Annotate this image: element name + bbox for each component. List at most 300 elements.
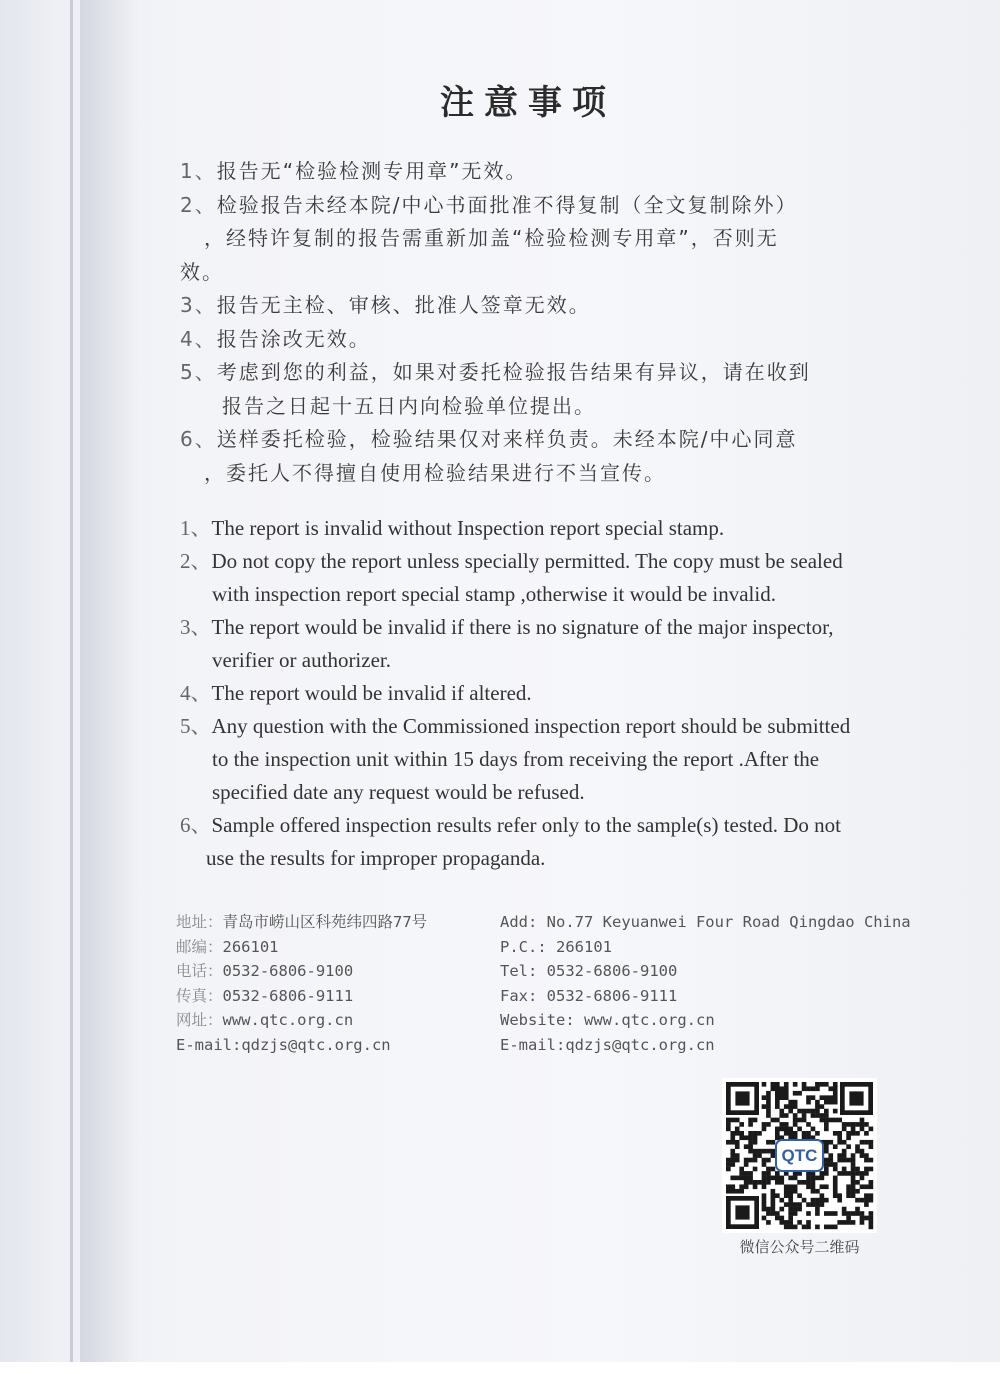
qr-module — [766, 1100, 771, 1105]
qr-module — [762, 1193, 767, 1198]
qr-module — [824, 1118, 829, 1123]
qr-module — [802, 1082, 807, 1087]
qr-module — [802, 1180, 807, 1185]
qr-module — [869, 1198, 874, 1203]
item-number: 6、 — [180, 427, 217, 451]
qr-module — [748, 1180, 753, 1185]
qr-module — [828, 1140, 833, 1145]
qr-module — [788, 1131, 793, 1136]
contact-label: E-mail: — [500, 1035, 566, 1054]
qr-module — [797, 1091, 802, 1096]
qr-module — [837, 1171, 842, 1176]
qr-module — [793, 1118, 798, 1123]
qr-module — [802, 1086, 807, 1091]
page-fold-shadow — [80, 0, 140, 1373]
qr-module — [837, 1135, 842, 1140]
qr-module — [784, 1131, 789, 1136]
qr-module — [833, 1144, 838, 1149]
qr-module — [846, 1220, 851, 1225]
qr-module — [784, 1086, 789, 1091]
qr-module — [833, 1131, 838, 1136]
qr-module — [864, 1193, 869, 1198]
item-text: verifier or authorizer. — [212, 648, 391, 672]
qr-module — [744, 1176, 749, 1181]
qr-module — [793, 1176, 798, 1181]
item-number: 3、 — [180, 615, 212, 639]
contact-row-email — [500, 1033, 940, 1058]
qr-module — [726, 1184, 731, 1189]
qr-module — [748, 1118, 753, 1123]
contact-row-address — [176, 910, 506, 935]
qr-module — [846, 1193, 851, 1198]
notice-item-en-2 — [180, 545, 920, 611]
qr-module — [779, 1091, 784, 1096]
item-number: 1、 — [180, 159, 217, 183]
item-text: 送样委托检验，检验结果仅对来样负责。未经本院/中心同意 — [216, 427, 798, 451]
qr-logo-text: QTC — [781, 1146, 818, 1165]
qr-module — [762, 1202, 767, 1207]
item-text: 报告无“检验检测专用章”无效。 — [216, 159, 528, 183]
notice-item-cn-4 — [180, 323, 920, 357]
page-title: 注意事项 — [440, 83, 616, 123]
qr-module — [788, 1225, 793, 1230]
qr-module — [779, 1095, 784, 1100]
qr-module — [779, 1086, 784, 1091]
qr-module — [855, 1144, 860, 1149]
contact-value: 266101 — [556, 937, 612, 956]
qr-module — [793, 1207, 798, 1212]
qr-module — [824, 1162, 829, 1167]
qr-module — [748, 1171, 753, 1176]
qr-module — [842, 1158, 847, 1163]
qr-module — [855, 1207, 860, 1212]
qr-module — [784, 1189, 789, 1194]
contact-value: qdzjs@qtc.org.cn — [565, 1035, 715, 1054]
item-number: 5、 — [180, 714, 212, 738]
qr-module — [802, 1118, 807, 1123]
item-text: 效。 — [180, 259, 224, 284]
qr-module — [788, 1216, 793, 1221]
qr-module — [748, 1135, 753, 1140]
qr-module — [762, 1104, 767, 1109]
qr-module — [851, 1122, 856, 1127]
qr-module — [806, 1095, 811, 1100]
qr-module — [726, 1127, 731, 1132]
qr-module — [771, 1193, 776, 1198]
qr-module — [864, 1153, 869, 1158]
qr-module — [851, 1153, 856, 1158]
qr-module — [744, 1135, 749, 1140]
qr-module — [837, 1118, 842, 1123]
qr-module — [811, 1086, 816, 1091]
item-number: 1、 — [180, 516, 212, 540]
contact-label: 传真： — [176, 986, 223, 1005]
qr-module — [869, 1220, 874, 1225]
qr-module — [864, 1131, 869, 1136]
qr-module — [824, 1225, 829, 1230]
qr-module — [833, 1082, 838, 1087]
qr-module — [753, 1140, 758, 1145]
qr-module — [771, 1082, 776, 1087]
qr-module — [788, 1202, 793, 1207]
qr-module — [815, 1113, 820, 1118]
qr-module — [828, 1162, 833, 1167]
qr-module — [766, 1113, 771, 1118]
qr-module — [860, 1118, 865, 1123]
qr-module — [726, 1158, 731, 1163]
qr-module — [851, 1180, 856, 1185]
qr-module — [842, 1171, 847, 1176]
qr-module — [820, 1198, 825, 1203]
qr-module — [788, 1127, 793, 1132]
qr-module — [815, 1104, 820, 1109]
qr-module — [806, 1109, 811, 1114]
qr-module — [806, 1100, 811, 1105]
qr-module — [864, 1171, 869, 1176]
qr-module — [820, 1202, 825, 1207]
qr-module — [842, 1153, 847, 1158]
qr-module — [793, 1082, 798, 1087]
item-number: 2、 — [180, 549, 212, 573]
qr-module — [762, 1176, 767, 1181]
qr-module — [739, 1135, 744, 1140]
qr-module — [851, 1127, 856, 1132]
qr-module — [828, 1100, 833, 1105]
qr-module — [869, 1211, 874, 1216]
qr-module — [806, 1184, 811, 1189]
qr-module — [748, 1158, 753, 1163]
item-text: use the results for improper propaganda. — [206, 846, 546, 870]
qr-module — [753, 1135, 758, 1140]
qr-module — [779, 1198, 784, 1203]
qr-module — [860, 1216, 865, 1221]
qr-module — [824, 1167, 829, 1172]
qr-module — [824, 1171, 829, 1176]
qr-module — [815, 1131, 820, 1136]
contact-info-chinese — [176, 910, 506, 1057]
qr-module — [869, 1127, 874, 1132]
qr-module — [860, 1153, 865, 1158]
qr-module — [771, 1189, 776, 1194]
qr-module — [762, 1082, 767, 1087]
qr-module — [735, 1153, 740, 1158]
qr-module — [762, 1127, 767, 1132]
notice-list-english — [180, 512, 920, 875]
qr-module — [860, 1171, 865, 1176]
qr-module — [753, 1153, 758, 1158]
qr-module — [748, 1140, 753, 1145]
qr-module — [762, 1171, 767, 1176]
qr-module — [766, 1211, 771, 1216]
qr-module — [766, 1176, 771, 1181]
qr-module — [833, 1086, 838, 1091]
qr-module — [815, 1082, 820, 1087]
qr-module — [726, 1167, 731, 1172]
qr-module — [775, 1082, 780, 1087]
qr-module — [793, 1202, 798, 1207]
qr-module — [762, 1216, 767, 1221]
qr-module — [766, 1091, 771, 1096]
notice-item-en-4 — [180, 677, 920, 710]
contact-row-postcode — [500, 935, 940, 960]
qr-module — [846, 1216, 851, 1221]
qr-module — [864, 1216, 869, 1221]
notice-item-cn-3 — [180, 289, 920, 323]
qr-module — [784, 1225, 789, 1230]
contact-label: E-mail: — [176, 1035, 242, 1054]
qr-module — [762, 1184, 767, 1189]
qr-module — [766, 1104, 771, 1109]
qr-module — [837, 1131, 842, 1136]
qr-module — [771, 1149, 776, 1154]
qr-module — [726, 1118, 731, 1123]
qr-module — [793, 1211, 798, 1216]
qr-module — [793, 1104, 798, 1109]
qr-module — [784, 1122, 789, 1127]
qr-module — [851, 1162, 856, 1167]
qr-module — [735, 1189, 740, 1194]
qr-module — [730, 1162, 735, 1167]
qr-module — [766, 1207, 771, 1212]
qr-module — [824, 1184, 829, 1189]
qr-module — [766, 1149, 771, 1154]
qr-module — [864, 1158, 869, 1163]
qr-module — [771, 1211, 776, 1216]
qr-module — [864, 1184, 869, 1189]
qr-module — [842, 1127, 847, 1132]
qr-module — [762, 1180, 767, 1185]
qr-module — [735, 1127, 740, 1132]
qr-module — [824, 1127, 829, 1132]
qr-module — [739, 1167, 744, 1172]
contact-row-website — [500, 1008, 940, 1033]
qr-module — [869, 1180, 874, 1185]
qr-module — [735, 1158, 740, 1163]
qr-module — [820, 1095, 825, 1100]
contact-label: Website: — [500, 1011, 584, 1029]
qr-module — [775, 1193, 780, 1198]
qr-module — [851, 1167, 856, 1172]
qr-module — [730, 1184, 735, 1189]
qr-module — [833, 1091, 838, 1096]
qr-module — [757, 1131, 762, 1136]
qr-module — [735, 1140, 740, 1145]
qr-module — [762, 1122, 767, 1127]
qr-module — [837, 1220, 842, 1225]
contact-value: 0532-6806-9100 — [546, 962, 678, 980]
qr-module — [855, 1122, 860, 1127]
qr-module — [766, 1158, 771, 1163]
qr-module — [730, 1153, 735, 1158]
qr-module — [775, 1091, 780, 1096]
qr-module — [815, 1176, 820, 1181]
qr-module — [828, 1095, 833, 1100]
qr-module — [793, 1113, 798, 1118]
qr-module — [811, 1109, 816, 1114]
notice-item-en-1 — [180, 512, 920, 545]
qr-module — [739, 1176, 744, 1181]
qr-module — [793, 1189, 798, 1194]
qr-module — [775, 1135, 780, 1140]
qr-module — [851, 1131, 856, 1136]
qr-module — [811, 1184, 816, 1189]
qr-module — [824, 1144, 829, 1149]
notice-item-cn-2 — [180, 189, 920, 290]
item-text: 报告无主检、审核、批准人签章无效。 — [216, 293, 591, 317]
qr-module — [784, 1082, 789, 1087]
qr-module — [837, 1193, 842, 1198]
qr-module — [824, 1100, 829, 1105]
qr-module — [797, 1207, 802, 1212]
qr-module — [846, 1122, 851, 1127]
qr-module — [855, 1180, 860, 1185]
item-number: 2、 — [180, 192, 217, 217]
item-text: 检验报告未经本院/中心书面批准不得复制（全文复制除外） — [216, 192, 798, 217]
qr-module — [855, 1131, 860, 1136]
qr-module — [855, 1167, 860, 1172]
qr-module — [837, 1198, 842, 1203]
qr-module — [811, 1180, 816, 1185]
qr-module — [775, 1104, 780, 1109]
qr-module — [842, 1140, 847, 1145]
qr-module — [735, 1176, 740, 1181]
qr-module — [797, 1220, 802, 1225]
qr-module — [730, 1149, 735, 1154]
qr-module — [744, 1144, 749, 1149]
qr-module — [793, 1091, 798, 1096]
qr-module — [811, 1127, 816, 1132]
item-text: Do not copy the report unless specially permitted. The copy must be sealed — [211, 549, 843, 573]
qr-module — [851, 1171, 856, 1176]
qr-module — [855, 1149, 860, 1154]
qr-module — [788, 1198, 793, 1203]
qr-module — [869, 1193, 874, 1198]
qr-module — [797, 1127, 802, 1132]
qr-module — [833, 1100, 838, 1105]
qr-module — [788, 1104, 793, 1109]
qr-module — [771, 1153, 776, 1158]
qr-module — [730, 1140, 735, 1145]
qr-module — [851, 1176, 856, 1181]
qr-module — [842, 1207, 847, 1212]
qr-module — [869, 1184, 874, 1189]
qr-module — [851, 1189, 856, 1194]
qr-module — [824, 1149, 829, 1154]
qr-module — [775, 1211, 780, 1216]
qr-module — [797, 1118, 802, 1123]
qr-module — [735, 1131, 740, 1136]
qr-module — [833, 1180, 838, 1185]
qr-module — [806, 1220, 811, 1225]
qr-module — [806, 1211, 811, 1216]
item-text: The report would be invalid if there is no signature of the major inspector, — [211, 615, 834, 639]
qr-module — [802, 1198, 807, 1203]
qr-module — [793, 1100, 798, 1105]
qr-module — [779, 1216, 784, 1221]
qr-module — [730, 1131, 735, 1136]
qr-module — [846, 1184, 851, 1189]
qr-module — [828, 1225, 833, 1230]
qr-module — [824, 1211, 829, 1216]
qr-module — [757, 1153, 762, 1158]
qr-module — [820, 1113, 825, 1118]
qr-module — [748, 1176, 753, 1181]
item-text: 报告之日起十五日内向检验单位提出。 — [222, 393, 596, 418]
qr-caption: 微信公众号二维码 — [739, 1238, 860, 1256]
qr-module — [784, 1184, 789, 1189]
contact-value: 266101 — [222, 937, 279, 956]
qr-module — [833, 1109, 838, 1114]
qr-module — [739, 1131, 744, 1136]
qr-module — [726, 1189, 731, 1194]
qr-module — [860, 1198, 865, 1203]
qr-module — [748, 1144, 753, 1149]
contact-row-postcode — [176, 935, 506, 960]
page-fold-line — [70, 0, 73, 1373]
item-text: Sample offered inspection results refer only to the sample(s) tested. Do not — [211, 813, 841, 837]
qr-module — [828, 1153, 833, 1158]
item-number: 6、 — [180, 813, 212, 837]
qr-module — [771, 1140, 776, 1145]
qr-module — [855, 1189, 860, 1194]
qr-module — [775, 1118, 780, 1123]
qr-module — [730, 1189, 735, 1194]
qr-module — [828, 1118, 833, 1123]
qr-module — [846, 1189, 851, 1194]
qr-module — [779, 1109, 784, 1114]
qr-module — [793, 1122, 798, 1127]
qr-module — [779, 1180, 784, 1185]
notice-list-chinese — [180, 155, 920, 490]
item-text: specified date any request would be refused. — [212, 780, 585, 804]
qr-module — [820, 1193, 825, 1198]
qr-module — [811, 1198, 816, 1203]
qr-module — [869, 1216, 874, 1221]
qr-module — [726, 1140, 731, 1145]
notice-item-cn-1 — [180, 155, 920, 189]
qr-module — [775, 1131, 780, 1136]
qr-module — [779, 1207, 784, 1212]
qr-module — [784, 1193, 789, 1198]
qr-module — [762, 1149, 767, 1154]
qr-module — [806, 1225, 811, 1230]
qr-module — [864, 1140, 869, 1145]
qr-module — [784, 1104, 789, 1109]
qr-module — [811, 1202, 816, 1207]
qr-module — [828, 1086, 833, 1091]
qr-module — [811, 1189, 816, 1194]
qr-module — [775, 1086, 780, 1091]
qr-module — [771, 1118, 776, 1123]
qr-module — [788, 1176, 793, 1181]
qr-module — [828, 1158, 833, 1163]
contact-row-fax — [176, 984, 506, 1009]
qr-module — [869, 1144, 874, 1149]
page-bottom-edge — [0, 1362, 1000, 1373]
qr-module — [846, 1131, 851, 1136]
contact-row-phone — [176, 959, 506, 984]
item-text: The report is invalid without Inspection report special stamp. — [211, 516, 725, 540]
qr-module — [730, 1158, 735, 1163]
item-text: Any question with the Commissioned inspection report should be submitted — [211, 714, 851, 738]
qr-module — [842, 1211, 847, 1216]
contact-row-fax — [500, 984, 940, 1009]
qr-module — [788, 1211, 793, 1216]
qr-module — [797, 1180, 802, 1185]
qr-module — [762, 1207, 767, 1212]
qr-module — [842, 1149, 847, 1154]
qr-module — [797, 1202, 802, 1207]
